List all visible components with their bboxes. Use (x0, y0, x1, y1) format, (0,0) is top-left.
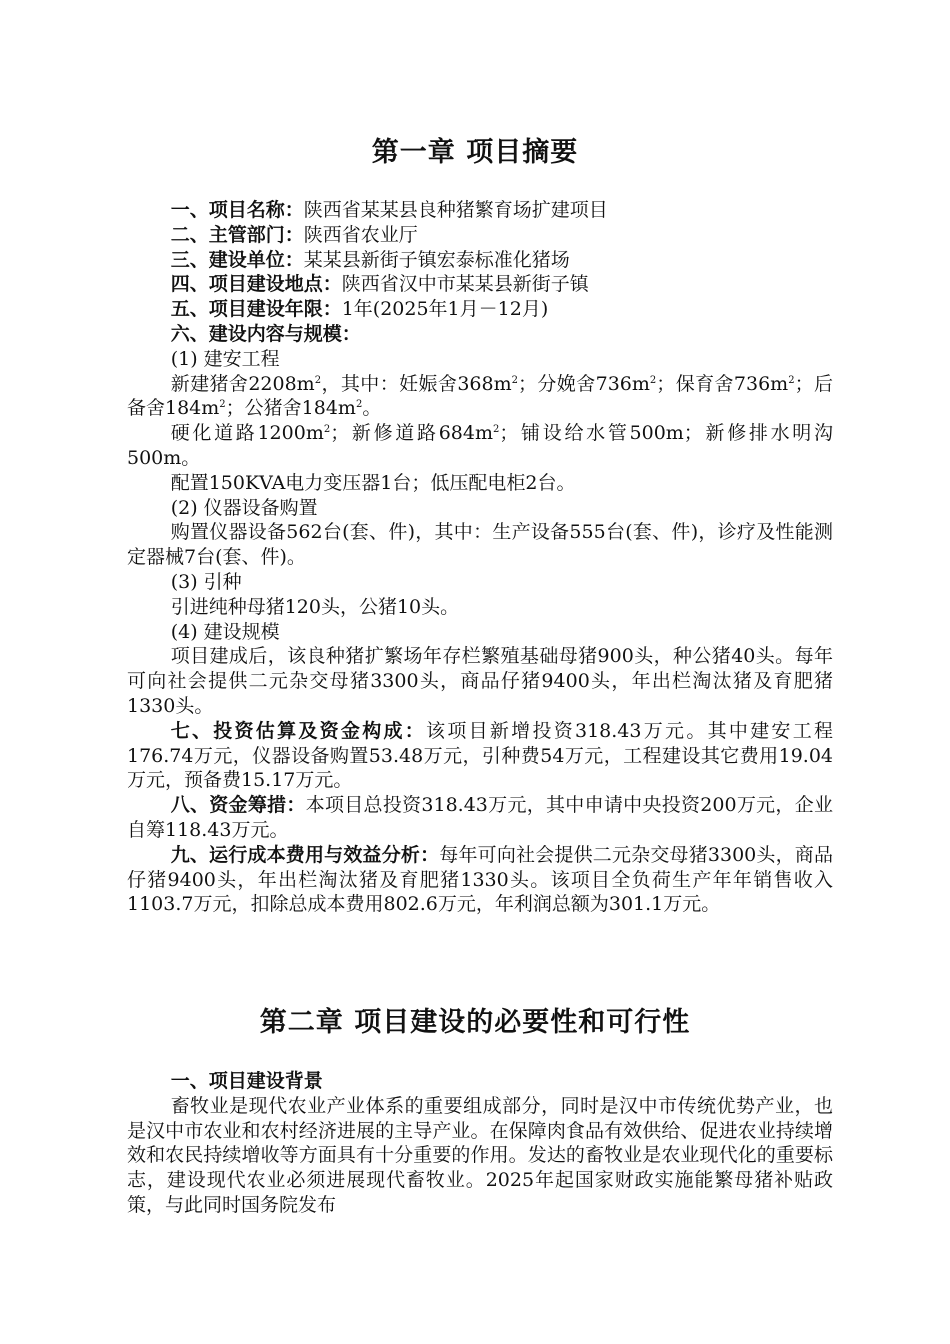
chapter-1-title: 第一章 项目摘要 (371, 137, 579, 168)
summary-item-scope: 六、建设内容与规模： (170, 322, 361, 345)
subsection-scale-title: (4) 建设规模 (170, 620, 280, 643)
summary-item-name: 一、项目名称：陕西省某某县良种猪繁育场扩建项目 (170, 199, 608, 221)
subsection-equipment-title: (2) 仪器设备购置 (170, 496, 318, 519)
summary-item-investment: 七、投资估算及资金构成：该项目新增投资318.43万元。其中建安工程176.74万元，仪器设备购置53.48万元，引种费54万元，工程建设其它费用19.04万元，预备费15.17万元。 (127, 719, 833, 792)
section-background-title: 一、项目建设背景 (170, 1070, 323, 1092)
background-paragraph: 畜牧业是现代农业产业体系的重要组成部分，同时是汉中市传统优势产业，也是汉中市农业和农村经济进展的主导产业。在保障肉食品有效供给、促进农业持续增效和农民持续增收等方面具有十分重要的作用。发达的畜牧业是农业现代化的重要标志，建设现代农业必须进展现代畜牧业。2025年起国家财政实施能繁母猪补贴政策，与此同时国务院发布 (127, 1094, 833, 1216)
construction-buildings-paragraph: 新建猪舍$2208m^2$，其中：妊娠舍$368m^2$；分娩舍$736m^2$；保育舍$736m^2$；后备舍$184m^2$；公猪舍$184m^2$。 (127, 372, 833, 420)
summary-item-benefit: 九、运行成本费用与效益分析：每年可向社会提供二元杂交母猪3300头，商品仔猪9400头，年出栏淘汰猪及育肥猪1330头。该项目全负荷生产年年销售收入1103.7万元，扣除总成本费用802.6万元，年利润总额为301.1万元。 (127, 843, 833, 916)
equipment-paragraph: 购置仪器设备562台(套、件)，其中：生产设备555台(套、件)，诊疗及性能测定器械7台(套、件)。 (127, 521, 833, 569)
scale-paragraph: 项目建成后，该良种猪扩繁场年存栏繁殖基础母猪900头，种公猪40头。每年可向社会提供二元杂交母猪3300头，商品仔猪9400头，年出栏淘汰猪及育肥猪1330头。 (127, 645, 833, 717)
chapter-2-body (127, 1069, 833, 1218)
construction-power-paragraph: 配置150KVA电力变压器1台；低压配电柜2台。 (170, 471, 576, 494)
subsection-construction-title: (1) 建安工程 (170, 347, 280, 370)
summary-item-funding: 八、资金筹措：本项目总投资318.43万元，其中申请中央投资200万元，企业自筹118.43万元。 (127, 794, 833, 841)
subsection-breeding-title: (3) 引种 (170, 570, 242, 593)
chapter-1-body (127, 198, 833, 917)
summary-item-unit: 三、建设单位：某某县新街子镇宏泰标准化猪场 (170, 248, 570, 271)
construction-roads-paragraph: 硬化道路$1200m^2$；新修道路$684m^2$；铺设给水管500m；新修排水明沟500m。 (127, 422, 833, 469)
summary-item-location: 四、项目建设地点：陕西省汉中市某某县新街子镇 (170, 273, 589, 296)
summary-item-period: 五、项目建设年限：1年(2025年1月－12月) (170, 298, 549, 321)
chapter-2-title: 第二章 项目建设的必要性和可行性 (259, 1007, 691, 1038)
summary-item-department: 二、主管部门：陕西省农业厅 (170, 223, 418, 246)
breeding-paragraph: 引进纯种母猪120头，公猪10头。 (170, 595, 460, 618)
